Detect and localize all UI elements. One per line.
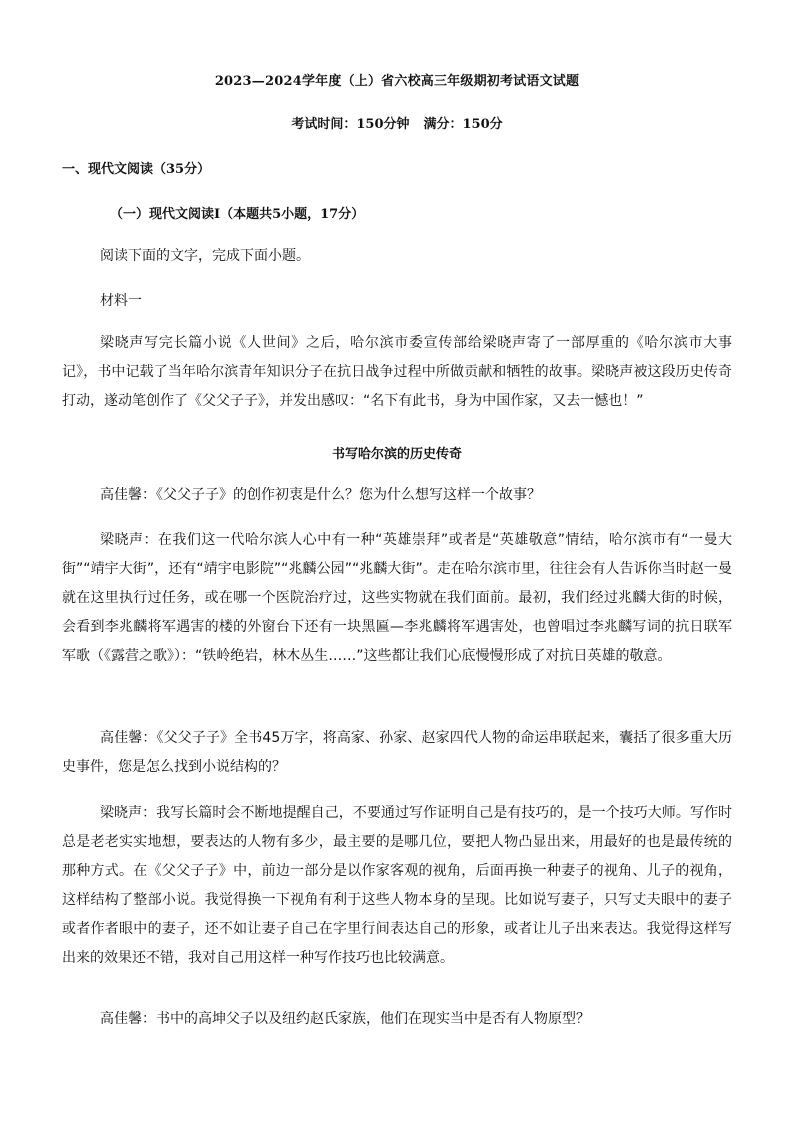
question-2: 高佳馨：《父父子子》全书45万字，将高家、孙家、赵家四代人物的命运串联起来，囊括了很多重大历史事件，您是怎么找到小说结构的？: [62, 730, 732, 775]
section-title: 一、现代文阅读（35分）: [62, 162, 211, 177]
subsection-title: （一）现代文阅读Ⅰ（本题共5小题，17分）: [110, 207, 365, 222]
article-title: 书写哈尔滨的历史传奇: [331, 447, 462, 462]
answer-1: 梁晓声：在我们这一代哈尔滨人心中有一种“英雄崇拜”或者是“英雄敬意”情结，哈尔滨市有“一曼大街”“靖宇大街”，还有“靖宇电影院”“兆麟公园”“兆麟大街”。走在哈尔滨市里，往往会有人告诉你当时赵一曼就在这里执行过任务，或在哪一个医院治疗过，这些实物就在我们面前。最初，我们经过兆麟大街的时候，会看到李兆麟将军遇害的楼的外窗台下还有一块黑匾—李兆麟将军遇害处，也曾唱过李兆麟写词的抗日联军军歌（《露营之歌》）：“铁岭绝岩，林木丛生……”这些都让我们心底慢慢形成了对抗日英雄的敬意。: [62, 532, 732, 664]
answer-2: 梁晓声：我写长篇时会不断地提醒自己，不要通过写作证明自己是有技巧的，是一个技巧大师。写作时总是老老实实地想，要表达的人物有多少，最主要的是哪几位，要把人物凸显出来，用最好的也是最传统的那种方式。在《父父子子》中，前边一部分是以作家客观的视角，后面再换一种妻子的视角、儿子的视角，这样结构了整部小说。我觉得换一下视角有利于这些人物本身的呈现。比如说写妻子，只写丈夫眼中的妻子或者作者眼中的妻子，还不如让妻子自己在字里行间表达自己的形象，或者让儿子出来表达。我觉得这样写出来的效果还不错，我对自己用这样一种写作技巧也比较满意。: [62, 805, 732, 966]
intro-paragraph: 梁晓声写完长篇小说《人世间》之后，哈尔滨市委宣传部给梁晓声寄了一部厚重的《哈尔滨市大事记》，书中记载了当年哈尔滨青年知识分子在抗日战争过程中所做贡献和牺牲的故事。梁晓声被这段历史传奇打动，遂动笔创作了《父父子子》，并发出感叹：“名下有此书，身为中国作家，又去一憾也！”: [62, 335, 732, 409]
exam-info: [0, 113, 794, 132]
question-1: 高佳馨：《父父子子》的创作初衷是什么？您为什么想写这样一个故事？: [100, 487, 541, 503]
question-3: 高佳馨：书中的高坤父子以及纽约赵氏家族，他们在现实当中是否有人物原型？: [100, 1011, 590, 1027]
exam-time: 考试时间：150分钟: [291, 117, 410, 132]
reading-instruction: 阅读下面的文字，完成下面小题。: [100, 248, 310, 264]
full-score: 满分：150分: [423, 117, 503, 132]
exam-title: 2023—2024学年度（上）省六校高三年级期初考试语文试题: [214, 74, 580, 89]
material-label: 材料一: [100, 293, 142, 309]
